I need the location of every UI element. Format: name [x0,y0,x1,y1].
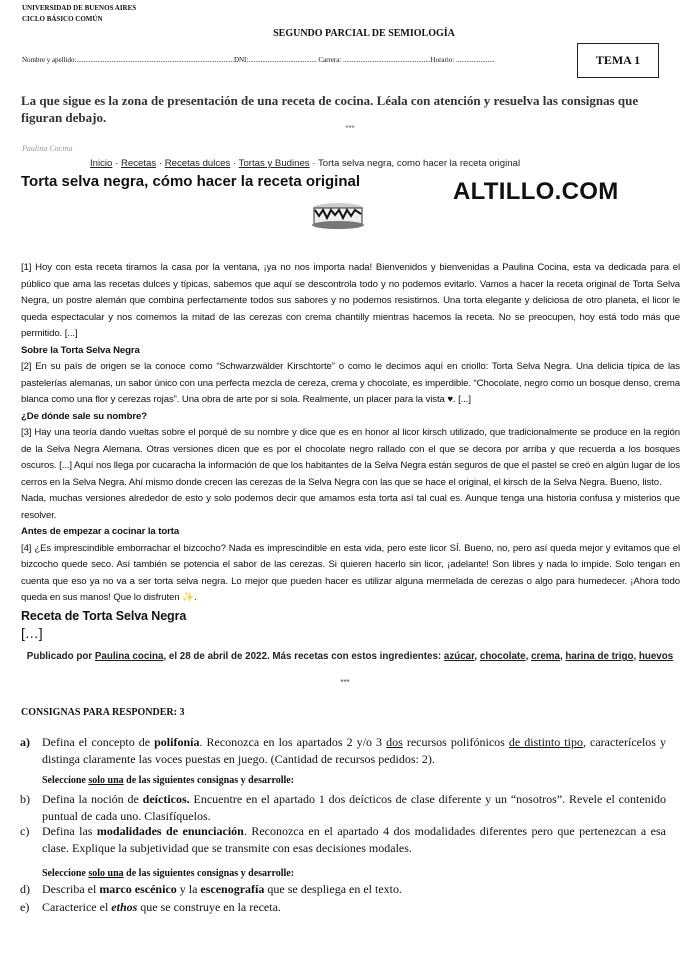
section-heading: Antes de empezar a cocinar la torta [21,526,180,537]
university-name: UNIVERSIDAD DE BUENOS AIRES [22,4,137,12]
consignas-title: CONSIGNAS PARA RESPONDER: 3 [21,707,185,718]
paragraph-2: [2] En su país de origen se la conoce como “Schwarzwälder Kirschtorte” o como le decimos aquí en criollo: Torta Selva Negra. Una delicia típica de las pastelerías alemanas, un sabor único con una perfecta mezcla de cereza, crema y chocolate, es imperdible. “Chocolate, negro como un bosque denso, crema blanca como una flor y cerezas rojas”. Una obra de arte por si sola. Realmente, un placer para la vista ♥. [...] [21,361,680,405]
altillo-watermark: ALTILLO.COM [453,178,619,205]
keyword: polifonía [154,735,200,749]
student-form-line [22,56,494,64]
ingredient-link[interactable]: azúcar [443,651,475,662]
keyword: modalidades de enunciación [96,824,244,838]
select-instruction [42,868,294,879]
question-e [0,899,666,916]
question-a [0,734,666,768]
ingredient-link[interactable]: chocolate [479,651,526,662]
recipe-body [21,260,680,641]
text: recursos polifónicos [402,735,509,749]
dni-label: DNI: [233,56,249,64]
question-label: b) [20,792,30,806]
text: , caracterícelos y distinga claramente las voces puestas en juego. (Cantidad de recursos pedidos: 2). [42,735,667,766]
text: que se despliega en el texto. [264,882,403,896]
schedule-label: Horario: [430,56,455,64]
text: . Reconozca en el apartado 4 dos modalidades diferentes pero que pertenezcan a esa clase. Explique la subjetividad que se transmite con esas decisiones modales. [42,824,666,855]
dni-field[interactable]: ....................................... [248,56,317,64]
text: de las siguientes consignas y desarrolle: [123,868,295,879]
text: Defina las [42,824,97,838]
published-info: Publicado por Paulina cocina, el 28 de abril de 2022. Más recetas con estos ingredientes: azúcar, chocolate, crema, harina de trigo, huevos [26,651,674,662]
breadcrumb [90,158,520,169]
emphasis: dos [386,735,403,749]
paragraph-4: [4] ¿Es imprescindible emborrachar el bizcocho? Nada es imprescindible en esta vida, pero este licor SÍ. Bueno, no, pero así queda mejor y evitamos que el bizcocho quede seco. Así también se potencia el sabor de las cerezas. Si quieren hacerlo sin licor, ¡adelante! Son libres y nada lo impide. Solo tengan en cuenta que eso ya no va a ser torta selva negra. Lo mejor que pueden hacer es utilizar alguna mermelada de cerezas o algo para humedecer. ¡Ahora todo queda en sus manos! Que lo disfruten ✨. [21,542,680,603]
author-link[interactable]: Paulina cocina [94,651,164,662]
keyword: deícticos. [142,792,190,806]
section-heading: Sobre la Torta Selva Negra [21,344,140,356]
ingredient-link[interactable]: harina de trigo [565,651,634,662]
question-label: e) [20,900,30,914]
ingredient-link[interactable]: crema [531,651,560,662]
text: que se construye en la receta. [137,900,281,914]
breadcrumb-tortas-budines[interactable]: Tortas y Budines [238,158,310,169]
text: . Reconozca en los apartados 2 y/o 3 [199,735,387,749]
text: Caracterice el [42,900,112,914]
text: Encuentre en el apartado 1 dos deícticos de clase diferente y un “nosotros”. Revele el contenido puntual de cada uno. Clasifíquelos. [42,792,666,823]
tema-box: TEMA 1 [577,43,659,78]
emphasis: solo una [88,775,124,786]
breadcrumb-recetas[interactable]: Recetas [120,158,157,169]
career-field[interactable]: .................................................. [343,56,431,64]
question-c [0,823,666,857]
question-d [0,881,666,898]
cake-icon [311,200,367,232]
separator: *** [340,678,350,687]
breadcrumb-inicio[interactable]: Inicio [90,158,113,169]
exam-title: SEGUNDO PARCIAL DE SEMIOLOGÍA [273,28,455,39]
name-field[interactable]: .......................................................................................... [76,56,234,64]
keyword: marco escénico [99,882,177,896]
recipe-title: Torta selva negra, cómo hacer la receta original [21,173,361,190]
text: de las siguientes consignas y desarrolle: [123,775,295,786]
breadcrumb-separator: · [232,158,237,169]
breadcrumb-recetas-dulces[interactable]: Recetas dulces [164,158,231,169]
paragraph-3b: Nada, muchas versiones alrededor de esto y solo podemos decir que amamos esta torta así tal cual es. Aunque tenga una historia confusa y misterios que resolver. [21,493,680,521]
text: Describa el [42,882,100,896]
paragraph-1: [1] Hoy con esta receta tiramos la casa por la ventana, ¡ya no nos importa nada! Bienvenidos y bienvenidas a Paulina Cocina, esta va dedicada para el público que ama las recetas dulces y típicas, sabemos que aquí se descontrola todo y no podemos evitarlo. Vamos a hacer la receta original de Torta Selva Negra, un postre alemán que combina perfectamente todos sus sabores y no podemos resistirnos. Una torta elegante y deliciosa de otro planeta, el licor le queda espectacular y nos comemos la mitad de las cerezas con crema chantilly mientras hacemos la receta. No se preocupen, hoy está todo más que permitido. [...] [21,262,680,339]
published-text: , el 28 de abril de 2022. Más recetas con estos ingredientes: [163,651,442,662]
question-label: d) [20,882,30,896]
name-label: Nombre y apellido: [22,56,77,64]
breadcrumb-current: Torta selva negra, como hacer la receta original [317,158,521,169]
question-label: c) [20,824,30,838]
breadcrumb-separator: · [115,158,119,169]
emphasis: de distinto tipo [508,735,583,749]
intro-text: La que sigue es la zona de presentación de una receta de cocina. Léala con atención y resuelva las consignas que figuran debajo. [21,93,639,125]
select-instruction [42,775,294,786]
keyword: ethos [111,900,138,914]
breadcrumb-separator: · [158,158,163,169]
paulina-cocina-logo: Paulina Cocina [22,144,73,153]
recipe-heading: Receta de Torta Selva Negra [21,608,187,623]
section-heading: ¿De dónde sale su nombre? [21,410,147,422]
text: Seleccione [42,775,89,786]
text: Defina el concepto de [42,735,155,749]
question-b [0,791,666,825]
question-label: a) [20,735,30,749]
breadcrumb-separator: · [312,158,316,169]
cycle-name: CICLO BÁSICO COMÚN [22,15,103,23]
ingredient-link[interactable]: huevos [638,651,674,662]
ellipsis: […] [21,624,43,641]
separator: *** [345,124,355,133]
text: Defina la noción de [42,792,143,806]
career-label: Carrera: [318,56,342,64]
paragraph-3: [3] Hay una teoría dando vueltas sobre el porqué de su nombre y dice que es en honor al licor kirsch utilizado, que tradicionalmente se produce en la región de la Selva Negra Alemana. Otras versiones dicen que es por el chocolate negro rallado con el que se decora por arriba y que recuerda a los bosques oscuros. [...] Aquí nos llega por cucaracha la información de que los habitantes de la Selva Negra están seguros de que el pastel se creó en algún lugar de los cerros en la Selva Negra. Ahí mismo donde crecen las cerezas de la Selva Negra con las que se hace el original, el kirsch de la Selva Negra. Bueno, listo. [21,427,680,488]
emphasis: solo una [88,868,124,879]
schedule-field[interactable]: ...................... [455,56,495,64]
published-prefix: Publicado por [26,651,93,662]
text: y la [176,882,201,896]
keyword: escenografía [200,882,265,896]
text: Seleccione [42,868,89,879]
